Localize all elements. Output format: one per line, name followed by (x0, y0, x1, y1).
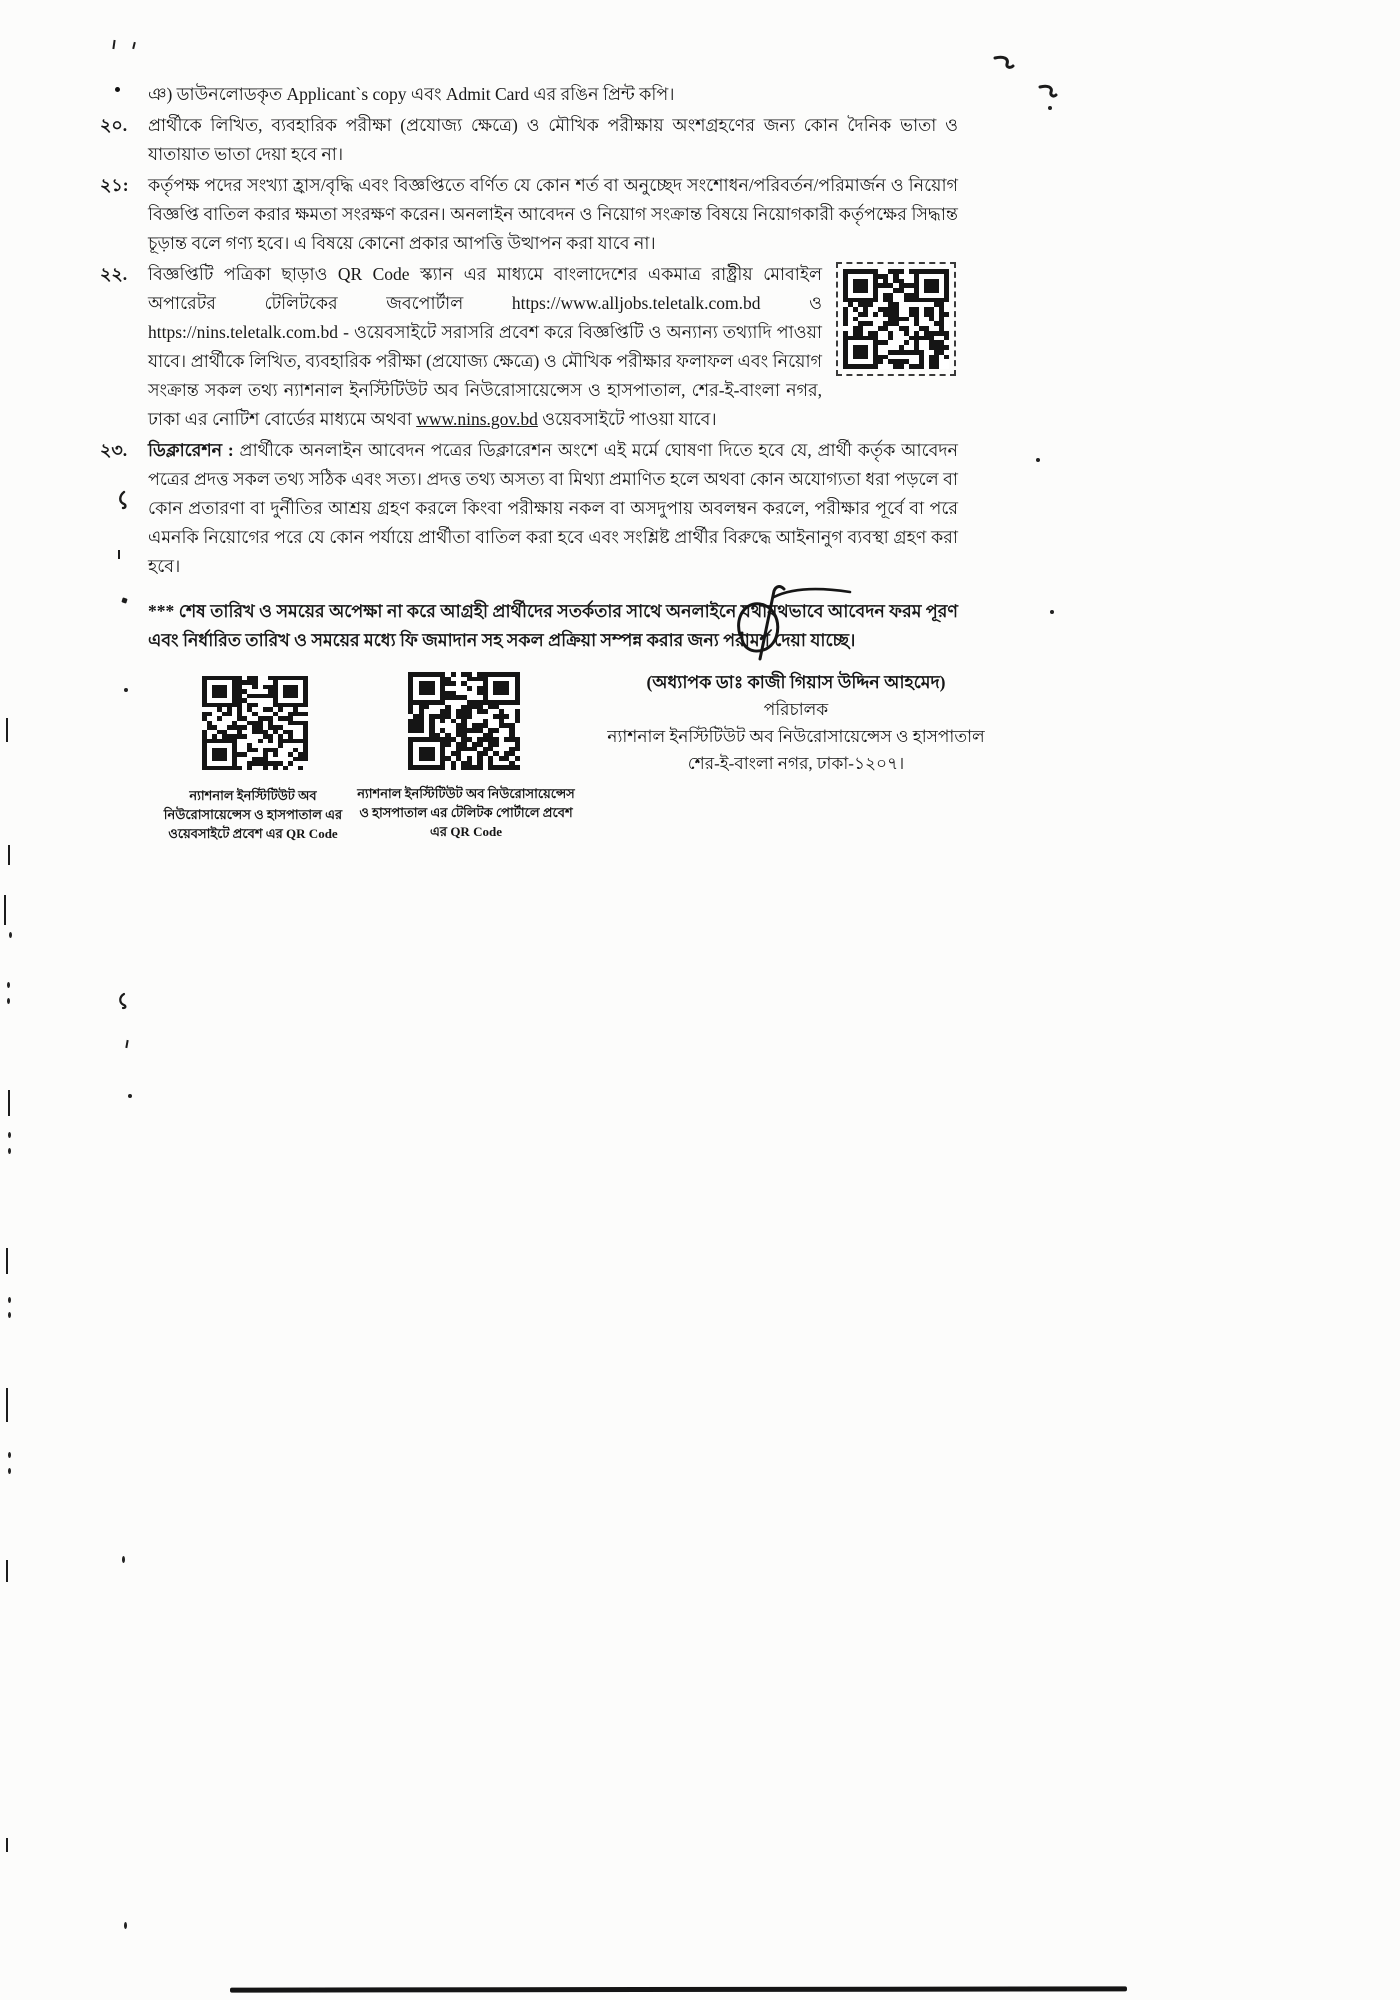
signatory-title: পরিচালক (763, 700, 829, 719)
item-21-text: কর্তৃপক্ষ পদের সংখ্যা হ্রাস/বৃদ্ধি এবং বিজ্ঞপ্তিতে বর্ণিত যে কোন শর্ত বা অনুচ্ছেদ সংশোধন/পরিবর্তন/পরিমার্জন ও নিয়োগ বিজ্ঞপ্তি বাতিল করার ক্ষমতা সংরক্ষণ করেন। অনলাইন আবেদন ও নিয়োগ সংক্রান্ত বিষয়ে নিয়োগকারী কর্তৃপক্ষের সিদ্ধান্ত চূড়ান্ত বলে গণ্য হবে। এ বিষয়ে কোনো প্রকার আপত্তি উত্থাপন করা যাবে না। (148, 175, 958, 253)
scan-artifact (122, 1556, 125, 1563)
item-22-text (148, 260, 958, 434)
scan-artifact (1038, 84, 1058, 100)
item-gna-text: ঞ) ডাউনলোডকৃত Applicant`s copy এবং Admit Card এর রঙিন প্রিন্ট কপি। (148, 84, 675, 104)
scan-artifact (1036, 458, 1040, 462)
signatory-organization: ন্যাশনাল ইনস্টিটিউট অব নিউরোসায়েন্সেস ও হাসপাতাল (607, 727, 985, 746)
item-22-text-1: বিজ্ঞপ্তিটি পত্রিকা ছাড়াও QR Code স্ক্যান এর মাধ্যমে বাংলাদেশের একমাত্র রাষ্ট্রীয় মোবাইল অপারেটর টেলিটকের জবপোর্টাল (148, 264, 822, 313)
item-20-number: ২০. (100, 115, 128, 135)
scan-artifact (125, 1040, 128, 1048)
list-item-21 (100, 171, 958, 258)
scan-artifact (6, 1388, 8, 1422)
scan-artifact (8, 1132, 11, 1138)
scan-artifact (128, 1094, 132, 1098)
scan-artifact (1050, 610, 1054, 614)
scan-artifact (9, 932, 12, 938)
item-21-number: ২১: (100, 175, 129, 195)
caption-line: ও হাসপাতাল এর টেলিটক পোর্টালে প্রবেশ (359, 805, 573, 820)
scan-artifact (116, 490, 128, 510)
list-item-gna (100, 80, 958, 109)
caption-line: ওয়েবসাইটে প্রবেশ এর QR Code (168, 826, 338, 841)
scan-artifact (118, 550, 120, 559)
scan-artifact (1048, 106, 1052, 110)
caption-line: ন্যাশনাল ইনস্টিটিউট অব (189, 788, 317, 803)
scan-artifact (8, 845, 10, 865)
caption-line: ন্যাশনাল ইনস্টিটিউট অব নিউরোসায়েন্সেস (357, 786, 575, 801)
scan-artifact (993, 54, 1015, 72)
scan-artifact (6, 718, 8, 742)
notice-body (100, 80, 958, 655)
item-22-text-3: - ওয়েবসাইটে সরাসরি প্রবেশ করে বিজ্ঞপ্তিটি ও অন্যান্য তথ্যাদি পাওয়া যাবে। প্রার্থীকে লিখিত, ব্যবহারিক পরীক্ষা (প্রযোজ্য ক্ষেত্রে) ও মৌখিক পরীক্ষার ফলাফল এবং নিয়োগ সংক্রান্ত সকল তথ্য ন্যাশনাল ইনস্টিটিউট অব নিউরোসায়েন্সেস ও হাসপাতাল, শের-ই-বাংলা নগর, ঢাকা এর নোটিশ বোর্ডের মাধ্যমে অথবা (148, 322, 822, 429)
item-23-body: প্রার্থীকে অনলাইন আবেদন পত্রের ডিক্লারেশন অংশে এই মর্মে ঘোষণা দিতে হবে যে, প্রার্থী কর্তৃক আবেদন পত্রের প্রদত্ত সকল তথ্য সঠিক এবং সত্য। প্রদত্ত তথ্য অসত্য বা মিথ্যা প্রমাণিত হলে অথবা কোন অযোগ্যতা ধরা পড়লে বা কোন প্রতারণা বা দুর্নীতির আশ্রয় গ্রহণ করলে কিংবা পরীক্ষায় নকল বা অসদুপায় অবলম্বন করলে, পরীক্ষার পূর্বে বা পরে এমনকি নিয়োগের পরে যে কোন পর্যায়ে প্রার্থীতা বাতিল করা হবে এবং সংশ্লিষ্ট প্রার্থীর বিরুদ্ধে আইনানুগ ব্যবস্থা গ্রহণ করা হবে। (148, 440, 958, 576)
website-qr-code (202, 676, 308, 770)
scan-artifact (8, 1090, 10, 1116)
item-22-text-2: ও (760, 293, 822, 313)
item-23-lead: ডিক্লারেশন : (148, 440, 240, 460)
scan-artifact (7, 982, 10, 988)
scan-artifact (6, 1248, 8, 1274)
qr-code-image (408, 672, 520, 770)
bullet-dot-icon (100, 80, 148, 109)
notice-qr-code (836, 262, 956, 376)
teletalk-portal-qr-caption (348, 784, 584, 841)
scan-artifact (6, 1838, 8, 1852)
item-23-number: ২৩. (100, 440, 128, 460)
item-23-text (148, 436, 958, 581)
website-qr-caption (140, 786, 366, 843)
caption-line: এর QR Code (430, 824, 502, 839)
list-item-22 (100, 260, 958, 434)
scan-artifact (8, 1148, 11, 1154)
item-20-text: প্রার্থীকে লিখিত, ব্যবহারিক পরীক্ষা (প্রযোজ্য ক্ষেত্রে) ও মৌখিক পরীক্ষায় অংশগ্রহণের জন্য কোন দৈনিক ভাতা ও যাতায়াত ভাতা দেয়া হবে না। (148, 115, 958, 164)
teletalk-portal-qr-code (408, 672, 520, 770)
item-22-number: ২২. (100, 264, 128, 284)
scan-artifact (124, 688, 128, 692)
scan-artifact (8, 1312, 11, 1318)
scan-artifact (112, 40, 115, 49)
scan-artifact (116, 992, 128, 1010)
scan-artifact (124, 1922, 127, 1929)
item-22-text-4: ওয়েবসাইটে পাওয়া যাবে। (537, 409, 717, 429)
scan-artifact (4, 895, 6, 925)
scan-artifact (8, 1468, 11, 1474)
list-item-23 (100, 436, 958, 581)
nins-teletalk-url: https://nins.teletalk.com.bd (148, 322, 339, 342)
scan-artifact (8, 1452, 11, 1458)
scan-artifact (132, 42, 136, 49)
qr-code-image (202, 676, 308, 770)
final-advice-note: *** শেষ তারিখ ও সময়ের অপেক্ষা না করে আগ্রহী প্রার্থীদের সতর্কতার সাথে অনলাইনে যথাযথভাবে আবেদন ফরম পূরণ এবং নির্ধারিত তারিখ ও সময়ের মধ্যে ফি জমাদান সহ সকল প্রক্রিয়া সম্পন্ন করার জন্য পরামর্শ দেয়া যাচ্ছে। (148, 601, 958, 650)
scan-artifact (230, 1986, 1127, 1992)
handwritten-signature (718, 583, 858, 665)
caption-line: নিউরোসায়েন্সেস ও হাসপাতাল এর (163, 807, 343, 822)
scan-artifact (6, 1560, 8, 1582)
list-item-20 (100, 111, 958, 169)
nins-gov-url: www.nins.gov.bd (416, 409, 538, 429)
signatory-name: (অধ্যাপক ডাঃ কাজী গিয়াস উদ্দিন আহমেদ) (646, 672, 946, 692)
signatory-address: শের-ই-বাংলা নগর, ঢাকা-১২০৭। (687, 754, 905, 773)
scan-artifact (7, 998, 10, 1004)
alljobs-teletalk-url: https://www.alljobs.teletalk.com.bd (511, 293, 761, 313)
scan-artifact (8, 1297, 11, 1303)
qr-code-image (843, 269, 949, 369)
signature-block (588, 668, 1004, 777)
